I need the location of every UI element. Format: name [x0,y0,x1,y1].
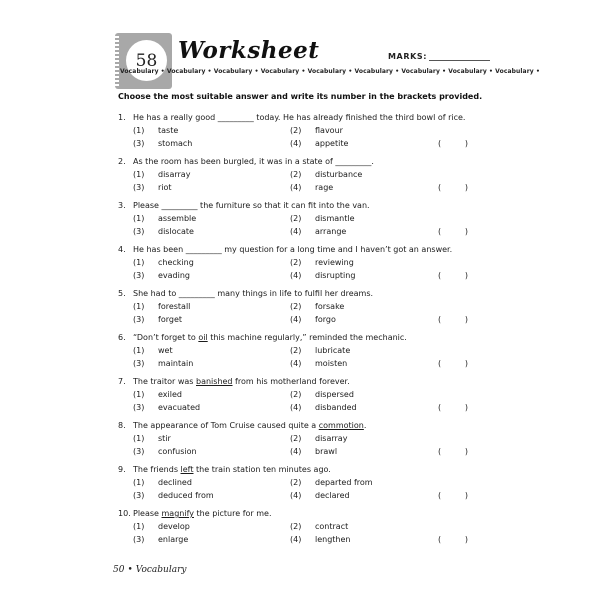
question-stem-row [118,287,489,300]
option-1-number: (1) [133,170,145,179]
option-3-number: (3) [133,403,145,412]
question-stem [133,507,272,520]
footer [113,565,186,575]
option-2-number: (2) [290,258,302,267]
option-4-number: (4) [290,227,302,236]
option-4-number: (4) [290,447,302,456]
bracket-spacer [438,124,468,137]
option-3-number: (3) [133,271,145,280]
option-2-number: (2) [290,390,302,399]
stem-text-post: this machine regularly,” reminded the mechanic. [207,333,407,342]
answer-brackets [438,445,468,458]
answer-brackets [438,533,468,546]
option-4-text: arrange [315,227,347,236]
indent-spacer [118,300,133,313]
question-number: 8. [118,421,126,430]
bracket-spacer [438,168,468,181]
option-1-text: exiled [158,390,182,399]
options-row-1 [118,256,489,269]
bracket-close: ) [464,139,468,148]
option-3-number: (3) [133,491,145,500]
blank-line: _________ [335,157,372,166]
page-title: Worksheet [178,37,320,64]
indent-spacer [118,401,133,414]
option-3-number: (3) [133,227,145,236]
question-stem [133,111,465,124]
question-number: 1. [118,113,126,122]
question-number: 3. [118,201,126,210]
option-2-text: flavour [315,126,343,135]
bracket-open: ( [438,359,442,368]
indent-spacer [118,269,133,282]
option-3-text: confusion [158,447,197,456]
option-3-number: (3) [133,315,145,324]
question-stem-row [118,199,489,212]
underlined-word: magnify [161,509,194,518]
question-stem [133,463,331,476]
option-1-text: forestall [158,302,191,311]
options-row-2 [118,313,489,326]
option-1-text: wet [158,346,173,355]
question-number: 7. [118,377,126,386]
option-4-number: (4) [290,359,302,368]
options-row-2 [118,181,489,194]
option-1-number: (1) [133,522,145,531]
indent-spacer [118,124,133,137]
bracket-close: ) [464,447,468,456]
bracket-open: ( [438,271,442,280]
options-row-1 [118,432,489,445]
option-3-text: evading [158,271,191,280]
bracket-spacer [438,212,468,225]
stem-text-pre: “Don’t forget to [133,333,199,342]
option-2-number: (2) [290,302,302,311]
bracket-close: ) [464,359,468,368]
question-stem [133,287,373,300]
bracket-open: ( [438,403,442,412]
bracket-spacer [438,300,468,313]
blank-line: _________ [178,289,215,298]
question [118,111,489,150]
option-3-number: (3) [133,359,145,368]
question-number: 6. [118,333,126,342]
stem-text-pre: Please [133,201,162,210]
stem-text-pre: He has a really good [133,113,218,122]
option-2-number: (2) [290,126,302,135]
bracket-open: ( [438,535,442,544]
blank-line: _________ [161,201,198,210]
answer-brackets [438,181,468,194]
options-row-2 [118,225,489,238]
question [118,331,489,370]
indent-spacer [118,520,133,533]
question-stem-row [118,507,489,520]
option-2-text: disarray [315,434,348,443]
indent-spacer [118,489,133,502]
underlined-word: oil [198,333,208,342]
question [118,419,489,458]
option-2-text: reviewing [315,258,354,267]
bracket-spacer [438,476,468,489]
marks-field [388,51,490,61]
option-1-number: (1) [133,346,145,355]
option-2-number: (2) [290,214,302,223]
option-1-number: (1) [133,302,145,311]
bracket-close: ) [464,315,468,324]
option-3-text: enlarge [158,535,189,544]
option-3-text: deduced from [158,491,214,500]
option-1-number: (1) [133,478,145,487]
stem-text-post: the train station ten minutes ago. [193,465,331,474]
stem-text-post: from his motherland forever. [232,377,350,386]
option-2-number: (2) [290,522,302,531]
option-4-number: (4) [290,315,302,324]
option-2-text: contract [315,522,349,531]
option-3-text: riot [158,183,172,192]
option-2-number: (2) [290,478,302,487]
option-3-text: forget [158,315,182,324]
options-row-2 [118,533,489,546]
question-stem [133,199,370,212]
option-1-text: checking [158,258,194,267]
question-stem [133,243,452,256]
indent-spacer [118,225,133,238]
options-row-1 [118,476,489,489]
option-4-number: (4) [290,271,302,280]
options-row-2 [118,445,489,458]
question-stem [133,331,407,344]
footer-bullet: • [127,565,133,575]
option-2-text: departed from [315,478,373,487]
option-2-text: dismantle [315,214,355,223]
options-row-1 [118,344,489,357]
bracket-open: ( [438,315,442,324]
question-stem-row [118,419,489,432]
stem-text-pre: She had to [133,289,179,298]
option-1-text: develop [158,522,190,531]
option-4-number: (4) [290,403,302,412]
bracket-spacer [438,520,468,533]
stem-text-post: . [363,421,367,430]
answer-brackets [438,137,468,150]
bracket-spacer [438,256,468,269]
option-1-number: (1) [133,214,145,223]
stem-text-post: the furniture so that it can fit into the van. [197,201,370,210]
instruction-text: Choose the most suitable answer and write its number in the brackets provided. [118,92,483,101]
options-row-1 [118,300,489,313]
options-row-2 [118,269,489,282]
question [118,243,489,282]
option-1-text: stir [158,434,171,443]
question-number: 5. [118,289,126,298]
question-number: 2. [118,157,126,166]
question-number: 9. [118,465,126,474]
options-row-2 [118,357,489,370]
question-stem-row [118,463,489,476]
bracket-close: ) [464,183,468,192]
stem-text-post: the picture for me. [194,509,272,518]
stem-text-pre: He has been [133,245,186,254]
underlined-word: commotion [318,421,364,430]
option-2-number: (2) [290,346,302,355]
bracket-spacer [438,388,468,401]
options-row-1 [118,212,489,225]
indent-spacer [118,181,133,194]
option-3-number: (3) [133,447,145,456]
indent-spacer [118,445,133,458]
question [118,199,489,238]
stem-text-pre: The traitor was [133,377,196,386]
bracket-open: ( [438,227,442,236]
bracket-close: ) [464,403,468,412]
option-4-text: brawl [315,447,338,456]
question-stem-row [118,331,489,344]
question-stem-row [118,243,489,256]
option-3-text: dislocate [158,227,194,236]
vocabulary-ribbon: Vocabulary • Vocabulary • Vocabulary • Vocabulary • Vocabulary • Vocabulary • Vocabulary • Vocabulary • Vocabulary • [120,68,540,75]
questions-list [118,111,489,551]
worksheet-number-badge [115,33,172,89]
option-4-text: appetite [315,139,349,148]
stem-text-pre: The friends [133,465,181,474]
option-4-text: disrupting [315,271,356,280]
options-row-2 [118,401,489,414]
question-stem [133,419,366,432]
bracket-open: ( [438,491,442,500]
marks-label: MARKS: [388,52,428,61]
page-number: 50 [113,565,125,575]
stem-text-post: many things in life to fulfil her dreams. [214,289,374,298]
bracket-open: ( [438,447,442,456]
stem-text-pre: As the room has been burgled, it was in a state of [133,157,336,166]
question-stem [133,155,374,168]
underlined-word: left [180,465,194,474]
question-stem-row [118,111,489,124]
option-3-text: evacuated [158,403,201,412]
indent-spacer [118,212,133,225]
option-1-text: assemble [158,214,197,223]
answer-brackets [438,357,468,370]
option-4-number: (4) [290,183,302,192]
option-1-number: (1) [133,126,145,135]
option-2-number: (2) [290,434,302,443]
question [118,287,489,326]
option-4-text: disbanded [315,403,357,412]
indent-spacer [118,432,133,445]
option-1-text: declined [158,478,192,487]
indent-spacer [118,168,133,181]
option-4-text: forgo [315,315,336,324]
answer-brackets [438,225,468,238]
option-1-number: (1) [133,434,145,443]
options-row-2 [118,137,489,150]
bracket-close: ) [464,271,468,280]
question [118,155,489,194]
options-row-2 [118,489,489,502]
indent-spacer [118,533,133,546]
footer-section-label: Vocabulary [135,565,187,575]
blank-line: _________ [185,245,222,254]
question-number: 4. [118,245,126,254]
option-3-text: maintain [158,359,194,368]
question-number: 10. [118,509,131,518]
option-4-text: lengthen [315,535,351,544]
answer-brackets [438,401,468,414]
question-stem [133,375,350,388]
option-4-number: (4) [290,139,302,148]
option-1-text: taste [158,126,179,135]
options-row-1 [118,168,489,181]
indent-spacer [118,388,133,401]
option-2-text: dispersed [315,390,354,399]
underlined-word: banished [196,377,233,386]
option-2-number: (2) [290,170,302,179]
stem-text-pre: Please [133,509,162,518]
option-4-number: (4) [290,491,302,500]
indent-spacer [118,137,133,150]
bracket-close: ) [464,491,468,500]
indent-spacer [118,357,133,370]
option-1-text: disarray [158,170,191,179]
option-3-number: (3) [133,183,145,192]
bracket-close: ) [464,535,468,544]
bracket-open: ( [438,139,442,148]
indent-spacer [118,344,133,357]
option-3-number: (3) [133,139,145,148]
bracket-close: ) [464,227,468,236]
option-1-number: (1) [133,258,145,267]
option-4-number: (4) [290,535,302,544]
options-row-1 [118,388,489,401]
indent-spacer [118,313,133,326]
option-2-text: forsake [315,302,345,311]
question-stem-row [118,155,489,168]
question [118,463,489,502]
options-row-1 [118,124,489,137]
question [118,375,489,414]
bracket-spacer [438,344,468,357]
option-1-number: (1) [133,390,145,399]
stem-text-pre: The appearance of Tom Cruise caused quite a [133,421,319,430]
answer-brackets [438,489,468,502]
options-row-1 [118,520,489,533]
marks-blank-line [429,51,490,61]
stem-text-post: . [371,157,374,166]
bracket-open: ( [438,183,442,192]
indent-spacer [118,476,133,489]
question [118,507,489,546]
stem-text-post: my question for a long time and I haven’t got an answer. [221,245,453,254]
stem-text-post: today. He has already finished the third bowl of rice. [253,113,466,122]
option-3-text: stomach [158,139,193,148]
answer-brackets [438,269,468,282]
option-2-text: lubricate [315,346,351,355]
option-4-text: declared [315,491,350,500]
option-4-text: rage [315,183,334,192]
indent-spacer [118,256,133,269]
bracket-spacer [438,432,468,445]
worksheet-number: 58 [126,40,167,81]
answer-brackets [438,313,468,326]
question-stem-row [118,375,489,388]
option-2-text: disturbance [315,170,363,179]
option-4-text: moisten [315,359,348,368]
blank-line: _________ [217,113,254,122]
option-3-number: (3) [133,535,145,544]
